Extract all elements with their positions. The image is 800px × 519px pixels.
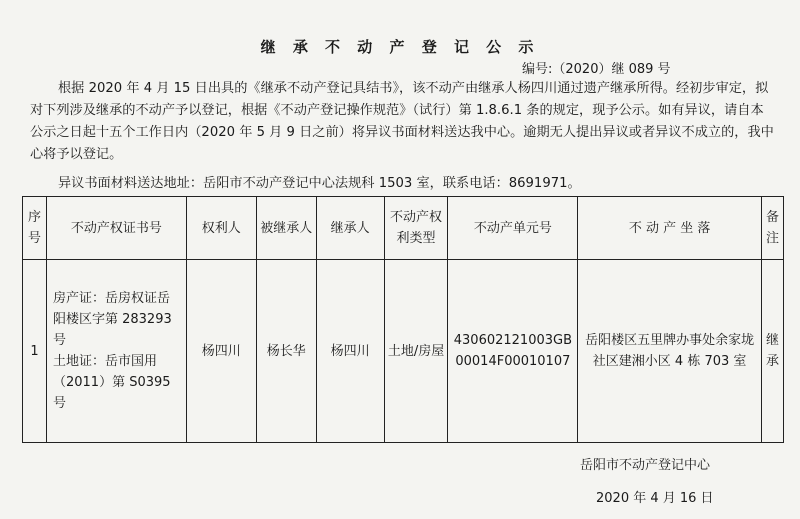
header-heir: 继承人	[316, 197, 384, 260]
header-cert: 不动产权证书号	[46, 197, 186, 260]
header-remark: 备注	[761, 197, 783, 260]
cert-house: 房产证：岳房权证岳阳楼区字第 283293 号	[52, 291, 172, 348]
cert-land: 土地证：岳市国用（2011）第 S0395 号	[52, 354, 171, 411]
cell-cert	[46, 260, 186, 443]
cell-heir: 杨四川	[316, 260, 384, 443]
header-decedent: 被继承人	[256, 197, 316, 260]
document-number: 编号:（2020）继 089 号	[522, 62, 671, 77]
table-row	[23, 260, 784, 443]
objection-address-paragraph: 异议书面材料送达地址：岳阳市不动产登记中心法规科 1503 室，联系电话：8691971。	[58, 176, 581, 191]
cell-decedent: 杨长华	[256, 260, 316, 443]
issuing-organization: 岳阳市不动产登记中心	[580, 458, 711, 473]
cell-seq: 1	[23, 260, 47, 443]
header-seq: 序号	[23, 197, 47, 260]
header-location: 不 动 产 坐 落	[578, 197, 762, 260]
table-header-row	[23, 197, 784, 260]
property-table	[22, 196, 784, 443]
notice-body-paragraph: 根据 2020 年 4 月 15 日出具的《继承不动产登记具结书》，该不动产由继承人杨四川通过遗产继承所得。经初步审定，拟对下列涉及继承的不动产予以登记，根据《不动产登记操作规范》（试行）第 1.8.6.1 条的规定，现予公示。如有异议，请自本公示之日起十五个工作日内（2020 年 5 月 9 日之前）将异议书面材料送达我中心。逾期无人提出异议或者异议不成立的，我中心将予以登记。	[30, 81, 774, 162]
cell-remark: 继承	[761, 260, 783, 443]
header-unit-no: 不动产单元号	[448, 197, 578, 260]
header-owner: 权利人	[186, 197, 256, 260]
issue-date: 2020 年 4 月 16 日	[596, 491, 714, 506]
header-right-type: 不动产权利类型	[384, 197, 448, 260]
cell-right-type: 土地/房屋	[384, 260, 448, 443]
page-title: 继 承 不 动 产 登 记 公 示	[260, 38, 540, 56]
cell-unit-no: 430602121003GB00014F00010107	[448, 260, 578, 443]
cell-owner: 杨四川	[186, 260, 256, 443]
cell-location: 岳阳楼区五里牌办事处余家垅社区建湘小区 4 栋 703 室	[578, 260, 762, 443]
